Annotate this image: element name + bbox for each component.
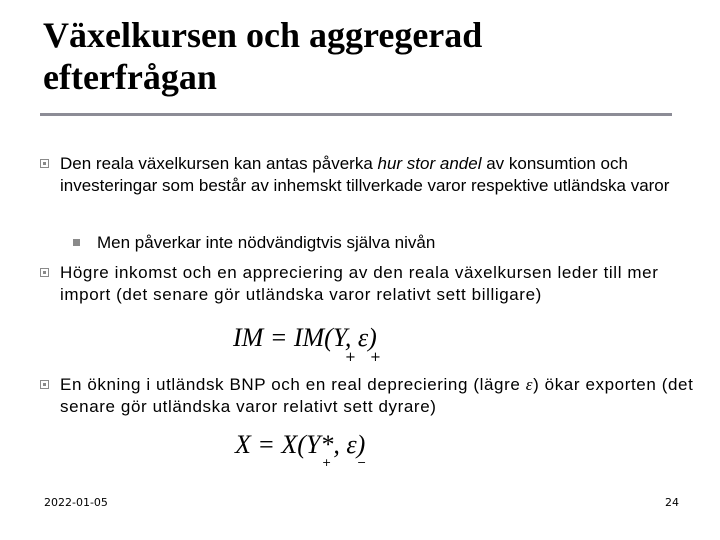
bullet-1-pre: Den reala växelkursen kan antas påverka (60, 154, 378, 173)
title-line-1: Växelkursen och aggregerad (43, 15, 483, 55)
slide-title (43, 14, 643, 98)
formula-1-sign-e: + (370, 350, 381, 365)
formula-1-sign-y: + (345, 350, 356, 365)
title-divider (40, 113, 672, 116)
footer-date: 2022-01-05 (44, 496, 108, 509)
bullet-2-text: Högre inkomst och en appreciering av den reala växelkursen leder till mer import (det senare gör utländska varor relativt sett billigare) (60, 263, 659, 304)
bullet-3-symbol: ε (525, 375, 534, 394)
bullet-square-icon (40, 380, 49, 389)
sub-bullet-1-text: Men påverkar inte nödvändigtvis själva nivån (97, 233, 436, 252)
bullet-3-pre: En ökning i utländsk BNP och en real depreciering (lägre (60, 375, 526, 394)
bullet-1-text (60, 153, 700, 197)
bullet-3-text (60, 374, 700, 418)
sub-bullet-square-icon (73, 239, 80, 246)
bullet-square-icon (40, 268, 49, 277)
bullet-square-icon (40, 159, 49, 168)
formula-import: IM = IM(Y, ε) (233, 323, 377, 352)
page-number: 24 (665, 496, 679, 509)
bullet-3-post: ) ökar exporten (det senare gör utländska varor relativt sett dyrare) (60, 375, 694, 416)
formula-2-sign-e: − (357, 456, 367, 469)
formula-export: X = X(Y*, ε) (235, 430, 366, 459)
title-line-2: efterfrågan (43, 57, 217, 97)
bullet-1-italic: hur stor andel (377, 154, 482, 173)
bullet-1-post: av konsumtion och investeringar som består av inhemskt tillverkade varor respektive utländska varor (60, 154, 670, 195)
formula-2-sign-y: + (322, 456, 332, 469)
